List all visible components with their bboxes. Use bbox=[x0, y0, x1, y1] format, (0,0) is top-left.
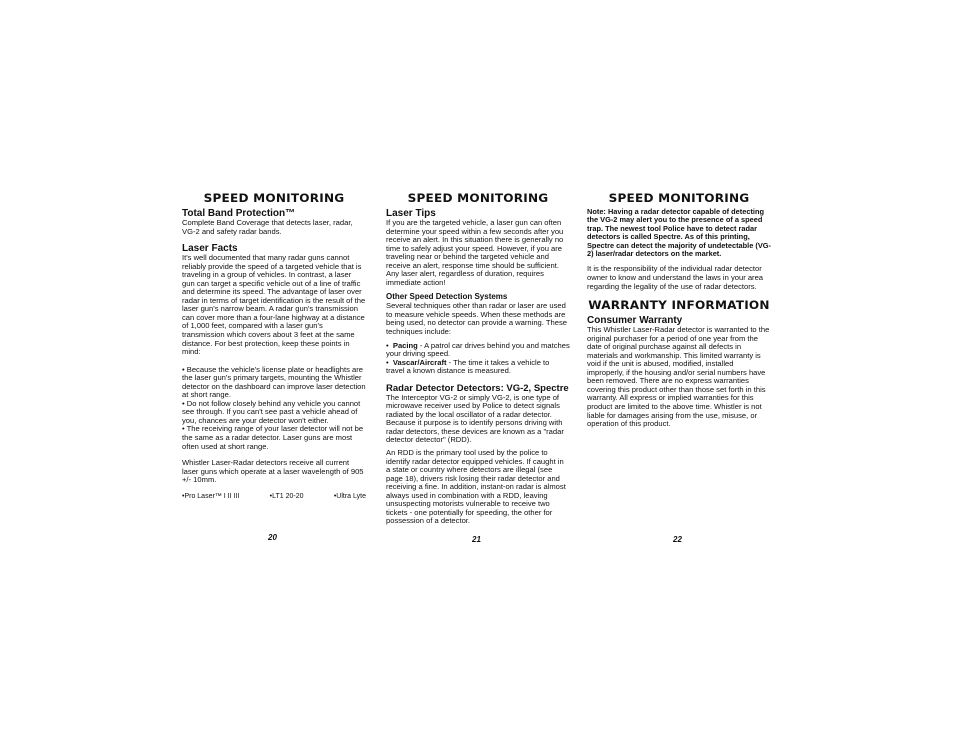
pacing-item: • Pacing - A patrol car drives behind you and matches your driving speed. bbox=[386, 340, 570, 359]
pacing-label: Pacing bbox=[392, 340, 418, 350]
page-21-column bbox=[386, 192, 570, 526]
consumer-warranty-text: This Whistler Laser-Radar detector is warranted to the original purchaser for a period of one year from the date of original purchase against all defects in materials and workmanship. This limited warranty is void if the unit is abused, modified, installed improperly, if the housing and/or serial numbers have been removed. There are no express warranties covering this product other than those set forth in this warranty. All express or implied warranties for this product are limited to the above time. Whistler is not liable for damages arising from the use, misuse, or operation of this product. bbox=[587, 325, 770, 429]
whistler-text: Whistler Laser-Radar detectors receive all current laser guns which operate at a laser wavelength of 905 +/- 10mm. bbox=[182, 458, 364, 485]
rdd-title: Radar Detector Detectors: VG-2, Spectre bbox=[386, 382, 569, 394]
band-item: •Pro Laser™ I II III bbox=[182, 492, 240, 500]
vascar-text: - The time it takes a vehicle to travel a known distance is measured. bbox=[386, 357, 550, 376]
band-item: •Ultra Lyte bbox=[333, 492, 366, 500]
laser-bullet-3: • The receiving range of your laser detector will not be the same as a radar detector. Laser guns are most often used at short range. bbox=[182, 424, 364, 451]
rdd-text-2: An RDD is the primary tool used by the police to identify radar detector equipped vehicles. If caught in a state or country where detectors are illegal (see page 18), drivers risk losing their radar detector and receiving a fine. In addition, instant-on radar is almost always used in combination with a RDD, leaving unsuspecting motorists vulnerable to receive two tickets - one potentially for speeding, the other for possession of a detector. bbox=[386, 448, 566, 526]
band-item: •LT1 20-20 bbox=[269, 492, 304, 500]
page-21-heading: SPEED MONITORING bbox=[407, 191, 549, 205]
laser-bullet-2: • Do not follow closely behind any vehicle you cannot see through. If you can't see past a vehicle ahead of you, chances are your detector won't either. bbox=[182, 398, 361, 425]
spectre-note: Note: Having a radar detector capable of detecting the VG-2 may alert you to the presence of a speed trap. The newest tool Police have to detect radar detectors is called Spectre. As of this printing, Spectre can detect the majority of undetectable (VG-2) laser/radar detectors on the market. bbox=[587, 207, 771, 259]
consumer-warranty-title: Consumer Warranty bbox=[587, 315, 683, 327]
laser-facts-title: Laser Facts bbox=[182, 243, 238, 255]
responsibility-text: It is the responsibility of the individual radar detector owner to know and understand the laws in your area regarding the legality of the use of radar detectors. bbox=[587, 264, 764, 291]
other-systems-text: Several techniques other than radar or laser are used to measure vehicle speeds. When these methods are being used, no detector can provide a warning. These techniques include: bbox=[386, 301, 567, 337]
page-number-20: 20 bbox=[268, 533, 277, 542]
page-20-column bbox=[182, 192, 366, 501]
page-number-21: 21 bbox=[472, 535, 481, 544]
total-band-title: Total Band Protection™ bbox=[182, 208, 296, 219]
laser-bullet-1: • Because the vehicle's license plate or headlights are the laser gun's primary targets, mounting the Whistler detector on the dashboard can improve laser detection at short range. bbox=[182, 364, 366, 400]
page-20-heading: SPEED MONITORING bbox=[203, 191, 345, 205]
pacing-text: - A patrol car drives behind you and matches your driving speed. bbox=[386, 340, 570, 359]
page-number-22: 22 bbox=[673, 535, 682, 544]
page-22-heading: SPEED MONITORING bbox=[608, 191, 750, 205]
warranty-heading: WARRANTY INFORMATION bbox=[588, 298, 770, 313]
rdd-text-1: The Interceptor VG-2 or simply VG-2, is one type of microwave receiver used by Police to detect signals radiated by the local oscillator of a radar detector. Because it purpose is to identify persons driving with radar detectors, these devices are known as a "radar detector detector" (RDD). bbox=[386, 392, 564, 445]
laser-tips-title: Laser Tips bbox=[386, 208, 436, 219]
laser-facts-text: It's well documented that many radar guns cannot reliably provide the speed of a targeted vehicle that is traveling in a group of vehicles. In contrast, a laser gun can target a specific vehicle out of a line of traffic and determine its speed. The advantage of laser over radar in terms of target identification is the result of the laser gun's narrow beam. A radar gun's transmission can cover more than a four-lane highway at a distance of 1,000 feet, compared with a laser gun's transmission which covers about 3 feet at the same distance. For best protection, keep these points in mind: bbox=[182, 253, 366, 357]
page-22-column bbox=[587, 192, 771, 429]
laser-gun-list bbox=[182, 492, 366, 501]
vascar-item: • Vascar/Aircraft - The time it takes a vehicle to travel a known distance is measured. bbox=[386, 357, 550, 376]
laser-tips-text: If you are the targeted vehicle, a laser gun can often determine your speed within a few seconds after you receive an alert. In this situation there is generally no time to safely adjust your speed. However, if you are traveling near or behind the targeted vehicle and receive an alert, response time should be sufficient. Any laser alert, regardless of duration, requires immediate action! bbox=[386, 218, 564, 287]
vascar-label: Vascar/Aircraft bbox=[392, 357, 447, 367]
other-systems-title: Other Speed Detection Systems bbox=[386, 292, 508, 302]
total-band-text: Complete Band Coverage that detects laser, radar, VG-2 and safety radar bands. bbox=[182, 218, 353, 236]
